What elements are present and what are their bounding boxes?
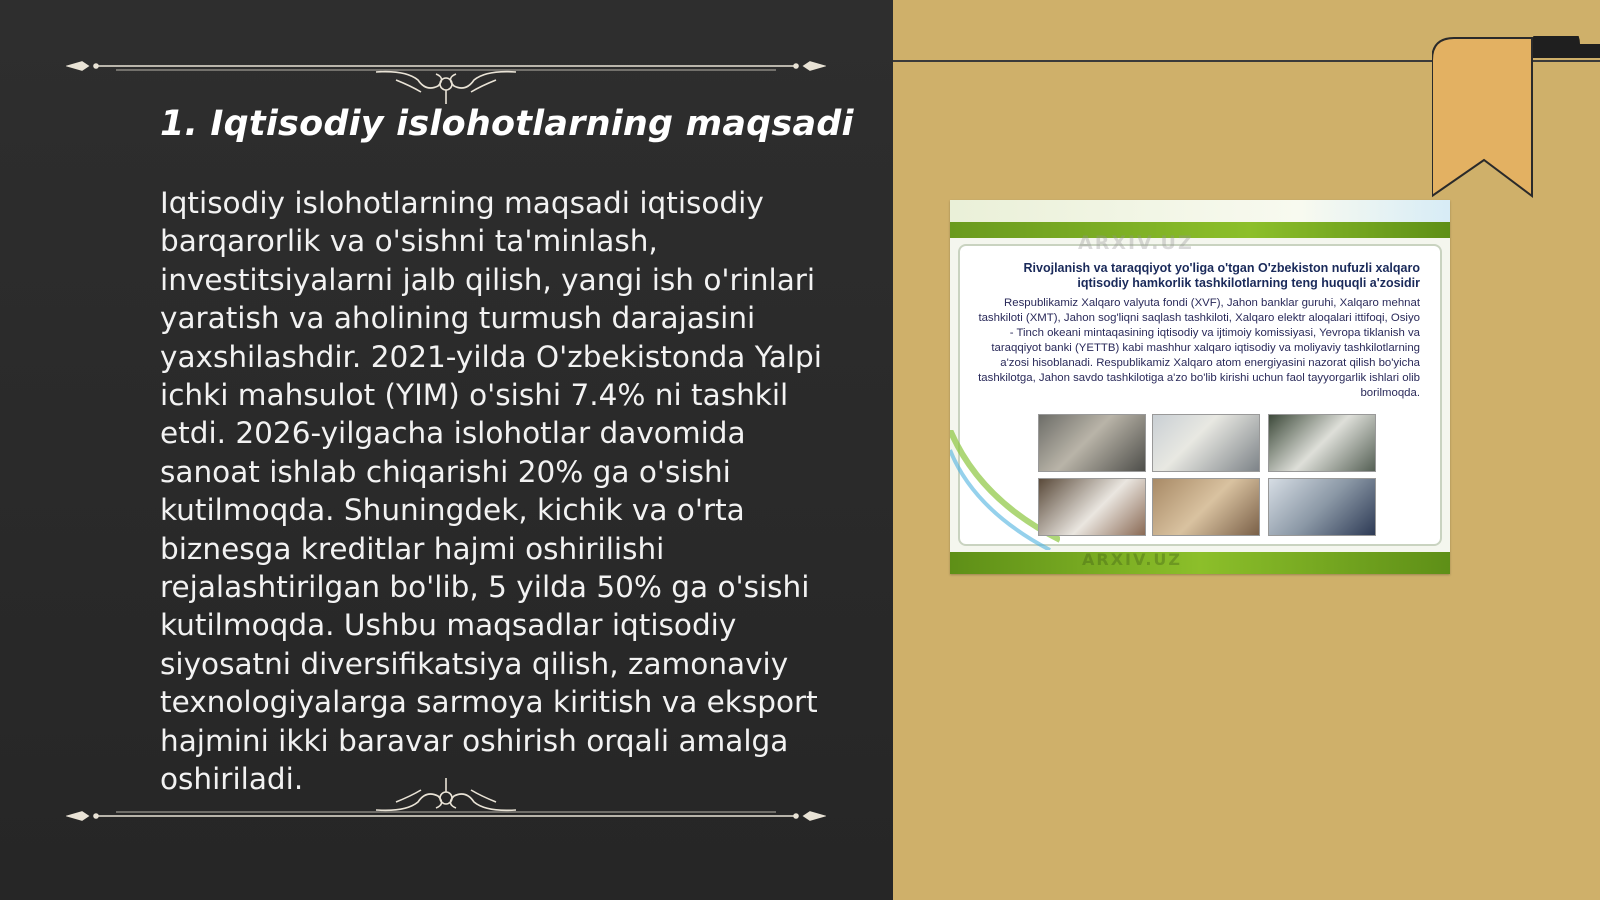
document-heading-line2: iqtisodiy hamkorlik tashkilotlarning teng huquqli a'zosidir	[1077, 276, 1420, 290]
document-paragraph: Respublikamiz Xalqaro valyuta fondi (XVF), Jahon banklar guruhi, Xalqaro mehnat tashkiloti (XMT), Jahon sog'liqni saqlash tashkiloti, Xalqaro elektr aloqalari ittifoqi, Osiyo - Tinch okeani mintaqasining iqtisodiy va ijtimoiy komissiyasi, Yevropa tiklanish va taraqqiyot banki (YETTB) kabi mashhur xalqaro iqtisodiy va moliyaviy tashkilotlarning a'zosi hisoblanadi. Respublikamiz Xalqaro atom energiyasini nazorat qilish bo'yicha tashkilotga, Jahon savdo tashkilotiga a'zo bo'lib kirishi uchun faol tayyorgarlik ishlari olib borilmoqda.	[978, 297, 1420, 399]
document-photo	[1268, 478, 1376, 536]
document-photo	[1038, 414, 1146, 472]
document-top-strip	[950, 200, 1450, 222]
slide-body-text: Iqtisodiy islohotlarning maqsadi iqtisodiy barqarorlik va o'sishni ta'minlash, investitsiyalarni jalb qilish, yangi ish o'rinlari yaratish va aholining turmush darajasini yaxshilashdir. 2021-yilda O'zbekistonda Yalpi ichki mahsulot (YIM) o'sishi 7.4% ni tashkil etdi. 2026-yilgacha islohotlar davomida sanoat ishlab chiqarishi 20% ga o'sishi kutilmoqda. Shuningdek, kichik va o'rta biznesga kreditlar hajmi oshirilishi rejalashtirilgan bo'lib, 5 yilda 50% ga o'sishi kutilmoqda. Ushbu maqsadlar iqtisodiy siyosatni diversifikatsiya qilish, zamonaviy texnologiyalarga sarmoya kiritish va eksport hajmini ikki baravar oshirish orqali amalga oshiriladi.	[160, 186, 822, 797]
top-ornament-divider	[66, 56, 826, 106]
footer-watermark-text: ARXIV.UZ	[1082, 550, 1182, 569]
document-photo	[1152, 414, 1260, 472]
document-green-footer-bar	[950, 552, 1450, 574]
bookmark-ribbon-icon	[1432, 36, 1600, 200]
document-photo	[1038, 478, 1146, 536]
document-heading-line1: Rivojlanish va taraqqiyot yo'liga o'tgan O'zbekiston nufuzli xalqaro	[1023, 261, 1420, 275]
document-image	[950, 200, 1450, 574]
document-photo	[1152, 478, 1260, 536]
document-heading	[980, 261, 1420, 291]
slide-title: 1. Iqtisodiy islohotlarning maqsadi	[160, 104, 854, 144]
document-photo	[1268, 414, 1376, 472]
document-green-header-bar	[950, 222, 1450, 238]
watermark-text: ARXIV.UZ	[1078, 232, 1194, 254]
